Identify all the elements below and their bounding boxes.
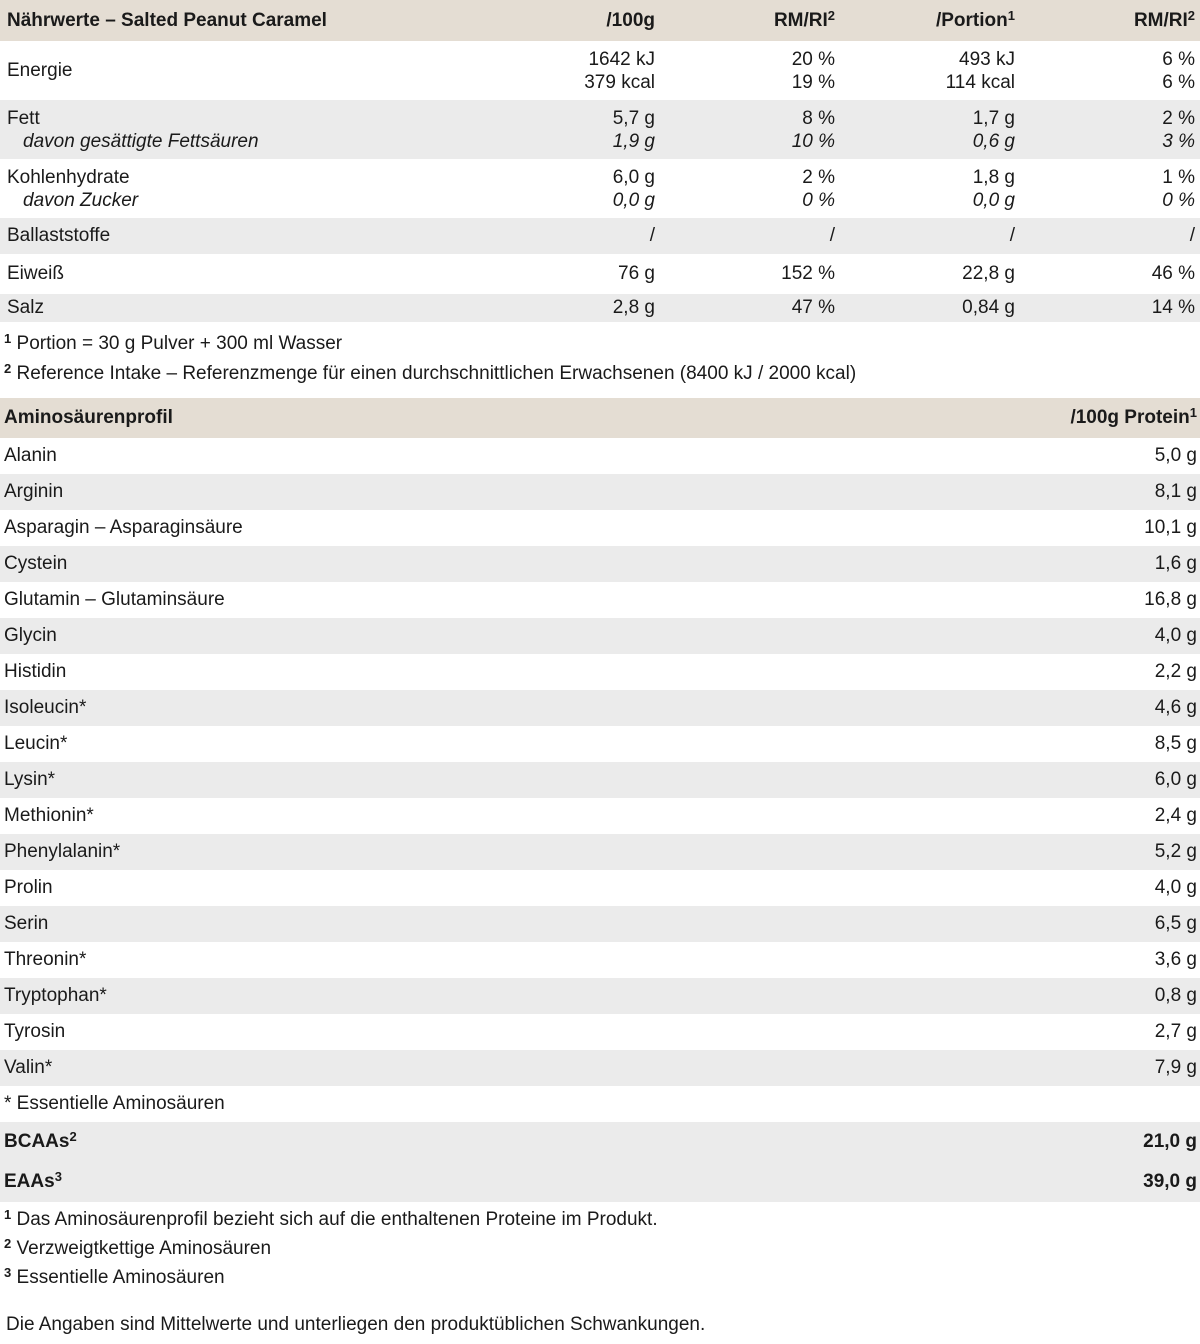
col-header-rm1-sup: 2 <box>827 7 835 23</box>
value-100g <box>440 166 658 212</box>
value-rm2-a: 6 % <box>1162 48 1195 70</box>
col-header-rm2 <box>1018 7 1200 32</box>
amino-row <box>0 438 1200 474</box>
footnote-mark: 1 <box>4 331 12 346</box>
value-main: 1,8 g <box>972 166 1015 188</box>
col-header-portion-label: /Portion <box>935 9 1008 31</box>
value-main: 2 % <box>1162 107 1195 129</box>
amino-value: 4,6 g <box>1154 697 1197 718</box>
value-100g: / <box>649 225 655 246</box>
amino-row <box>0 654 1200 690</box>
bcaa-sup: 2 <box>69 1129 77 1144</box>
row-label: Energie <box>7 59 73 81</box>
amino-name: Valin* <box>4 1057 53 1078</box>
footnote-mark: 2 <box>4 361 12 376</box>
footnote-mark: 2 <box>4 1236 12 1251</box>
value-sub: 0 % <box>1162 189 1195 211</box>
nutrition-header-row <box>0 0 1200 41</box>
amino-col-label: /100g Protein <box>1070 407 1190 428</box>
nutrition-row-carbs <box>0 159 1200 218</box>
amino-name: Leucin* <box>4 733 68 754</box>
footnote-text: Verzweigtkettige Aminosäuren <box>16 1238 272 1259</box>
value-100g <box>440 107 658 153</box>
amino-value: 8,1 g <box>1154 481 1197 502</box>
value-sub: 1,9 g <box>612 130 655 152</box>
amino-row <box>0 906 1200 942</box>
col-header-rm2-label: RM/RI <box>1133 9 1188 31</box>
amino-value: 4,0 g <box>1154 877 1197 898</box>
value-main: 1,7 g <box>972 107 1015 129</box>
amino-name: Threonin* <box>4 949 87 970</box>
value-sub: 0 % <box>802 189 835 211</box>
nutrition-title: Nährwerte – Salted Peanut Caramel <box>7 9 327 31</box>
amino-name: Methionin* <box>4 805 94 826</box>
amino-value: 2,4 g <box>1154 805 1197 826</box>
amino-name: Lysin* <box>4 769 56 790</box>
amino-row <box>0 474 1200 510</box>
value-portion <box>838 48 1018 94</box>
amino-row <box>0 978 1200 1014</box>
amino-name: Prolin <box>4 877 53 898</box>
nutrition-row-fiber <box>0 218 1200 254</box>
row-label <box>0 107 440 153</box>
value-rm2: 46 % <box>1151 263 1195 284</box>
value-rm1: / <box>829 225 835 246</box>
col-header-portion <box>838 7 1018 32</box>
footnote-mark: 1 <box>4 1207 12 1222</box>
amino-row <box>0 618 1200 654</box>
value-rm2: 14 % <box>1151 297 1195 318</box>
amino-name: Histidin <box>4 661 67 682</box>
row-label: Eiweiß <box>7 263 65 284</box>
amino-value: 7,9 g <box>1154 1057 1197 1078</box>
amino-row <box>0 1014 1200 1050</box>
amino-name: Cystein <box>4 553 68 574</box>
nutrition-footnote-2 <box>4 363 856 385</box>
value-main: 8 % <box>802 107 835 129</box>
col-header-100g: /100g <box>606 9 655 31</box>
amino-value: 6,5 g <box>1154 913 1197 934</box>
value-rm2 <box>1018 107 1200 153</box>
row-label: Salz <box>7 297 44 318</box>
amino-name: Alanin <box>4 445 57 466</box>
value-sub: 0,6 g <box>972 130 1015 152</box>
amino-row <box>0 798 1200 834</box>
nutrition-row-energy <box>0 41 1200 100</box>
value-rm2 <box>1018 48 1200 94</box>
value-100g: 76 g <box>618 263 655 284</box>
col-header-rm1 <box>658 7 838 32</box>
bcaa-row <box>0 1122 1200 1162</box>
amino-row <box>0 1050 1200 1086</box>
value-rm1: 47 % <box>791 297 835 318</box>
essential-note: * Essentielle Aminosäuren <box>4 1093 225 1114</box>
bcaa-label <box>0 1131 900 1153</box>
amino-value: 16,8 g <box>1144 589 1197 610</box>
col-header-portion-sup: 1 <box>1007 7 1015 23</box>
amino-value: 4,0 g <box>1154 625 1197 646</box>
value-100g: 2,8 g <box>612 297 655 318</box>
amino-name: Asparagin – Asparaginsäure <box>4 517 243 538</box>
nutrition-row-fat <box>0 100 1200 159</box>
amino-name: Arginin <box>4 481 64 502</box>
value-portion: 22,8 g <box>962 263 1015 284</box>
value-rm2-b: 6 % <box>1162 71 1195 93</box>
value-kj: 1642 kJ <box>588 48 655 70</box>
value-main: 1 % <box>1162 166 1195 188</box>
value-sub: 3 % <box>1162 130 1195 152</box>
disclaimer: Die Angaben sind Mittelwerte und unterliegen den produktüblichen Schwankungen. <box>6 1314 706 1335</box>
eaa-label <box>0 1171 900 1193</box>
essential-note-row <box>0 1086 1200 1122</box>
amino-rows <box>0 438 1200 1086</box>
nutrition-row-protein <box>0 254 1200 294</box>
amino-value: 10,1 g <box>1144 517 1197 538</box>
eaa-row <box>0 1162 1200 1202</box>
value-main: 6,0 g <box>612 166 655 188</box>
value-portion: / <box>1009 225 1015 246</box>
amino-row <box>0 762 1200 798</box>
amino-value: 2,7 g <box>1154 1021 1197 1042</box>
amino-value: 2,2 g <box>1154 661 1197 682</box>
amino-row <box>0 834 1200 870</box>
amino-value: 5,0 g <box>1154 445 1197 466</box>
value-sub: 10 % <box>791 130 835 152</box>
col-header-rm2-sup: 2 <box>1187 7 1195 23</box>
row-label-sub: davon Zucker <box>23 189 139 211</box>
value-rm1 <box>658 48 838 94</box>
footnote-text: Reference Intake – Referenzmenge für einen durchschnittlichen Erwachsenen (8400 kJ / 2000 kcal) <box>16 363 857 384</box>
footnote-text: Portion = 30 g Pulver + 300 ml Wasser <box>16 333 343 354</box>
row-label <box>0 166 440 212</box>
amino-row <box>0 870 1200 906</box>
amino-footnote-1 <box>4 1209 658 1231</box>
value-rm2 <box>1018 166 1200 212</box>
value-rm2: / <box>1189 225 1195 246</box>
value-kcal: 379 kcal <box>584 71 655 93</box>
value-rm1: 152 % <box>781 263 835 284</box>
amino-table <box>0 398 1200 1202</box>
value-sub: 0,0 g <box>972 189 1015 211</box>
amino-title: Aminosäurenprofil <box>4 407 173 428</box>
row-label: Ballaststoffe <box>7 225 111 246</box>
value-portion-a: 493 kJ <box>959 48 1015 70</box>
amino-name: Glutamin – Glutaminsäure <box>4 589 225 610</box>
value-main: 5,7 g <box>612 107 655 129</box>
value-rm1-b: 19 % <box>791 71 835 93</box>
nutrition-footnote-1 <box>4 333 342 355</box>
nutrition-row-salt <box>0 294 1200 322</box>
amino-footnote-3 <box>4 1267 225 1289</box>
value-portion <box>838 166 1018 212</box>
amino-value: 5,2 g <box>1154 841 1197 862</box>
value-portion <box>838 107 1018 153</box>
amino-name: Tryptophan* <box>4 985 107 1006</box>
amino-row <box>0 690 1200 726</box>
amino-footnote-2 <box>4 1238 271 1260</box>
amino-value: 3,6 g <box>1154 949 1197 970</box>
bcaa-name: BCAAs <box>4 1131 70 1152</box>
amino-row <box>0 510 1200 546</box>
amino-name: Tyrosin <box>4 1021 66 1042</box>
amino-header-row <box>0 398 1200 438</box>
eaa-name: EAAs <box>4 1171 55 1192</box>
value-portion-b: 114 kcal <box>945 71 1015 93</box>
amino-name: Serin <box>4 913 49 934</box>
value-main: 2 % <box>802 166 835 188</box>
amino-name: Phenylalanin* <box>4 841 121 862</box>
amino-value: 0,8 g <box>1154 985 1197 1006</box>
amino-value: 8,5 g <box>1154 733 1197 754</box>
row-label-sub: davon gesättigte Fettsäuren <box>23 130 259 152</box>
amino-col-header <box>900 407 1200 429</box>
amino-value: 6,0 g <box>1154 769 1197 790</box>
col-header-rm1-label: RM/RI <box>773 9 828 31</box>
amino-value: 1,6 g <box>1154 553 1197 574</box>
bcaa-value: 21,0 g <box>1143 1131 1197 1152</box>
amino-row <box>0 726 1200 762</box>
footnote-mark: 3 <box>4 1265 12 1280</box>
value-rm1 <box>658 107 838 153</box>
row-label-main: Fett <box>7 107 40 129</box>
footnote-text: Das Aminosäurenprofil bezieht sich auf die enthaltenen Proteine im Produkt. <box>16 1209 658 1230</box>
amino-row <box>0 942 1200 978</box>
value-rm1 <box>658 166 838 212</box>
row-label-main: Kohlenhydrate <box>7 166 130 188</box>
value-100g <box>440 48 658 94</box>
amino-row <box>0 582 1200 618</box>
footnote-text: Essentielle Aminosäuren <box>16 1267 225 1288</box>
value-portion: 0,84 g <box>962 297 1015 318</box>
amino-col-sup: 1 <box>1189 405 1197 420</box>
amino-name: Isoleucin* <box>4 697 87 718</box>
amino-name: Glycin <box>4 625 57 646</box>
nutrition-table <box>0 0 1200 322</box>
amino-row <box>0 546 1200 582</box>
value-sub: 0,0 g <box>612 189 655 211</box>
eaa-value: 39,0 g <box>1143 1171 1197 1192</box>
eaa-sup: 3 <box>54 1169 62 1184</box>
value-rm1-a: 20 % <box>791 48 835 70</box>
